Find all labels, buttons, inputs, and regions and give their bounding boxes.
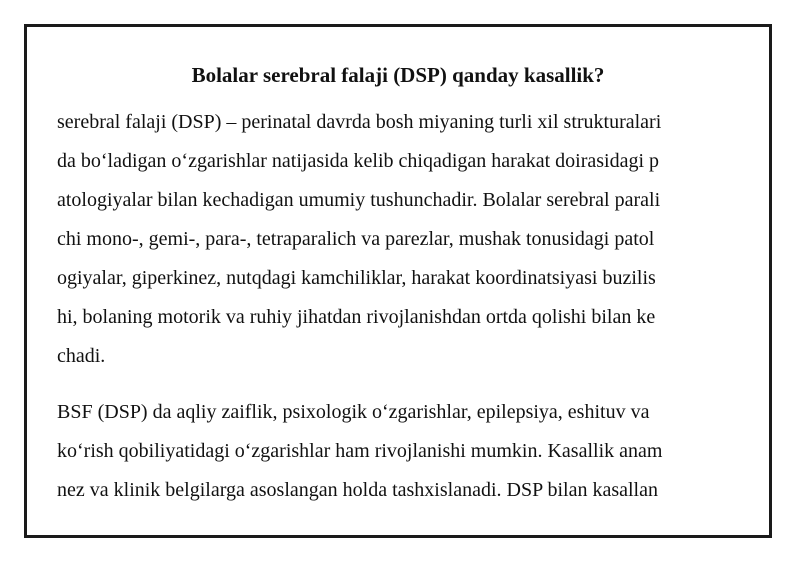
paragraph-line: ogiyalar, giperkinez, nutqdagi kamchiliklar, harakat koordinatsiyasi buzilis: [57, 267, 656, 289]
paragraph-line: atologiyalar bilan kechadigan umumiy tushunchadir. Bolalar serebral parali: [57, 189, 661, 211]
paragraph-line: da bo‘ladigan o‘zgarishlar natijasida kelib chiqadigan harakat doirasidagi p: [57, 150, 660, 172]
paragraph-line: ko‘rish qobiliyatidagi o‘zgarishlar ham rivojlanishi mumkin. Kasallik anam: [57, 440, 663, 462]
paragraph-2: [57, 393, 757, 510]
paragraph-1: [57, 103, 757, 376]
document-frame: [24, 24, 772, 538]
paragraph-line: chi mono-, gemi-, para-, tetraparalich va parezlar, mushak tonusidagi patol: [57, 228, 655, 250]
paragraph-line: nez va klinik belgilarga asoslangan holda tashxislanadi. DSP bilan kasallan: [57, 479, 658, 501]
paragraph-line: hi, bolaning motorik va ruhiy jihatdan rivojlanishdan ortda qolishi bilan ke: [57, 306, 656, 328]
paragraph-line: BSF (DSP) da aqliy zaiflik, psixologik o‘zgarishlar, epilepsiya, eshituv va: [57, 401, 650, 423]
document-title: Bolalar serebral falaji (DSP) qanday kasallik?: [191, 63, 605, 87]
paragraph-line: chadi.: [57, 345, 106, 367]
paragraph-line: serebral falaji (DSP) – perinatal davrda bosh miyaning turli xil strukturalari: [57, 111, 662, 133]
